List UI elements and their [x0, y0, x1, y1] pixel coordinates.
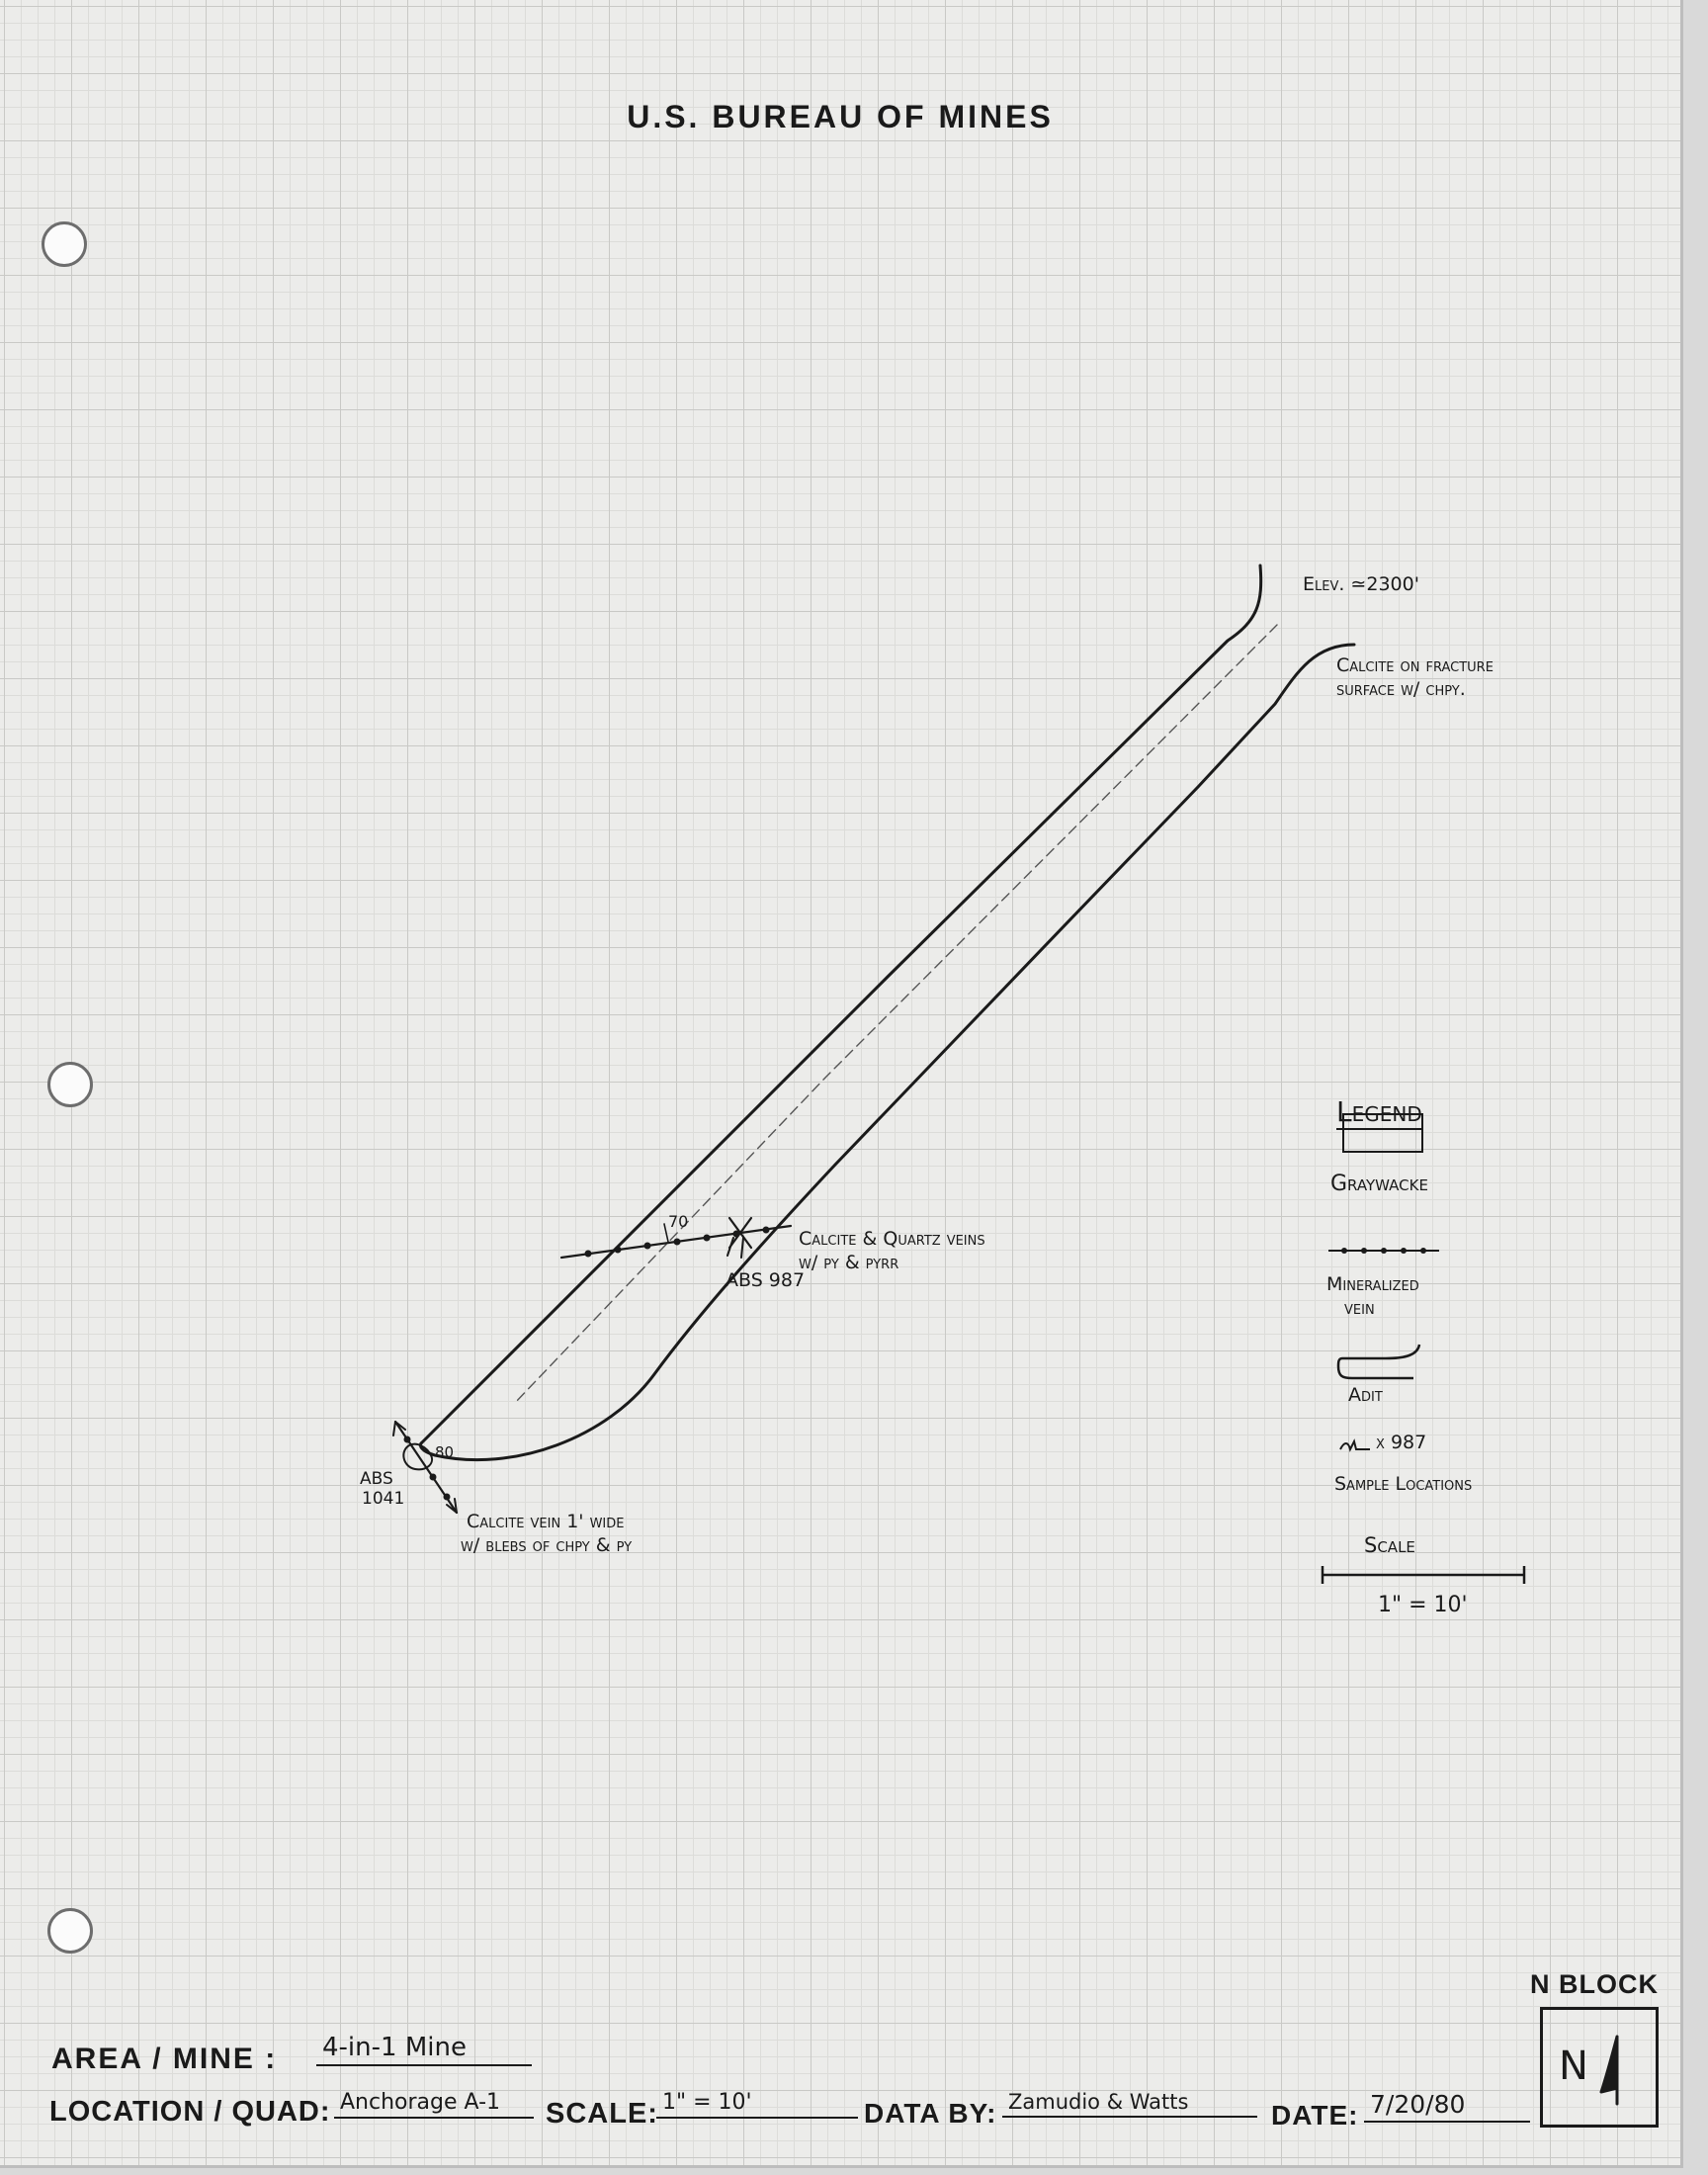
- legend-graywacke: Graywacke: [1330, 1172, 1428, 1196]
- legend-sample-symbol-icon: [1336, 1436, 1376, 1461]
- n-block-label: N BLOCK: [1530, 1969, 1659, 1999]
- location-quad-label: LOCATION / QUAD:: [49, 2096, 331, 2128]
- sample-label-987: ABS 987: [726, 1269, 806, 1291]
- graywacke-swatch: [1342, 1113, 1423, 1153]
- scale-value: 1" = 10': [656, 2090, 858, 2119]
- legend-sample-symbol: x 987: [1376, 1432, 1427, 1453]
- legend-vein-symbol: [1324, 1236, 1443, 1265]
- vein-1041-note-line1: Calcite vein 1' wide: [467, 1511, 625, 1532]
- adit-upper-wall: [421, 566, 1261, 1443]
- legend-adit: Adit: [1348, 1384, 1383, 1406]
- scale-label: SCALE:: [546, 2098, 658, 2130]
- data-by-label: DATA BY:: [864, 2098, 997, 2129]
- legend-vein-line1: Mineralized: [1326, 1273, 1419, 1295]
- legend-scale-title: Scale: [1364, 1533, 1415, 1557]
- adit-centerline: [514, 625, 1277, 1404]
- dip-label-1041: 80: [435, 1443, 455, 1461]
- vein-note-line2: w/ py & pyrr: [799, 1252, 899, 1273]
- vein-note-line1: Calcite & Quartz veins: [799, 1228, 985, 1250]
- legend-scale-value: 1" = 10': [1378, 1593, 1468, 1617]
- fracture-note-line2: surface w/ chpy.: [1336, 678, 1466, 700]
- sheet-title: U.S. BUREAU OF MINES: [627, 99, 1054, 134]
- legend-adit-symbol: [1332, 1341, 1431, 1384]
- legend-vein-line2: vein: [1344, 1297, 1375, 1319]
- vein-1041-note-line2: w/ blebs of chpy & py: [461, 1534, 633, 1556]
- date-value: 7/20/80: [1364, 2090, 1530, 2123]
- elevation-note: Elev. ≃2300': [1303, 573, 1419, 595]
- area-mine-label: AREA / MINE :: [51, 2043, 278, 2075]
- data-by-value: Zamudio & Watts: [1002, 2090, 1257, 2118]
- area-mine-value: 4-in-1 Mine: [316, 2033, 532, 2066]
- fracture-note-line1: Calcite on fracture: [1336, 654, 1494, 676]
- n-block-letter: N: [1559, 2044, 1588, 2089]
- date-label: DATE:: [1271, 2100, 1359, 2131]
- legend-sample-locations: Sample Locations: [1334, 1473, 1473, 1495]
- n-block-box: [1540, 2007, 1659, 2128]
- dip-label-987: 70: [668, 1212, 689, 1231]
- sample-label-1041-line1: ABS: [360, 1469, 393, 1489]
- adit-lower-wall: [420, 645, 1354, 1460]
- legend-scale-bar: [1319, 1560, 1528, 1590]
- sample-label-1041-line2: 1041: [362, 1489, 405, 1509]
- location-quad-value: Anchorage A-1: [334, 2090, 534, 2119]
- legend-title: Legend: [1336, 1095, 1422, 1128]
